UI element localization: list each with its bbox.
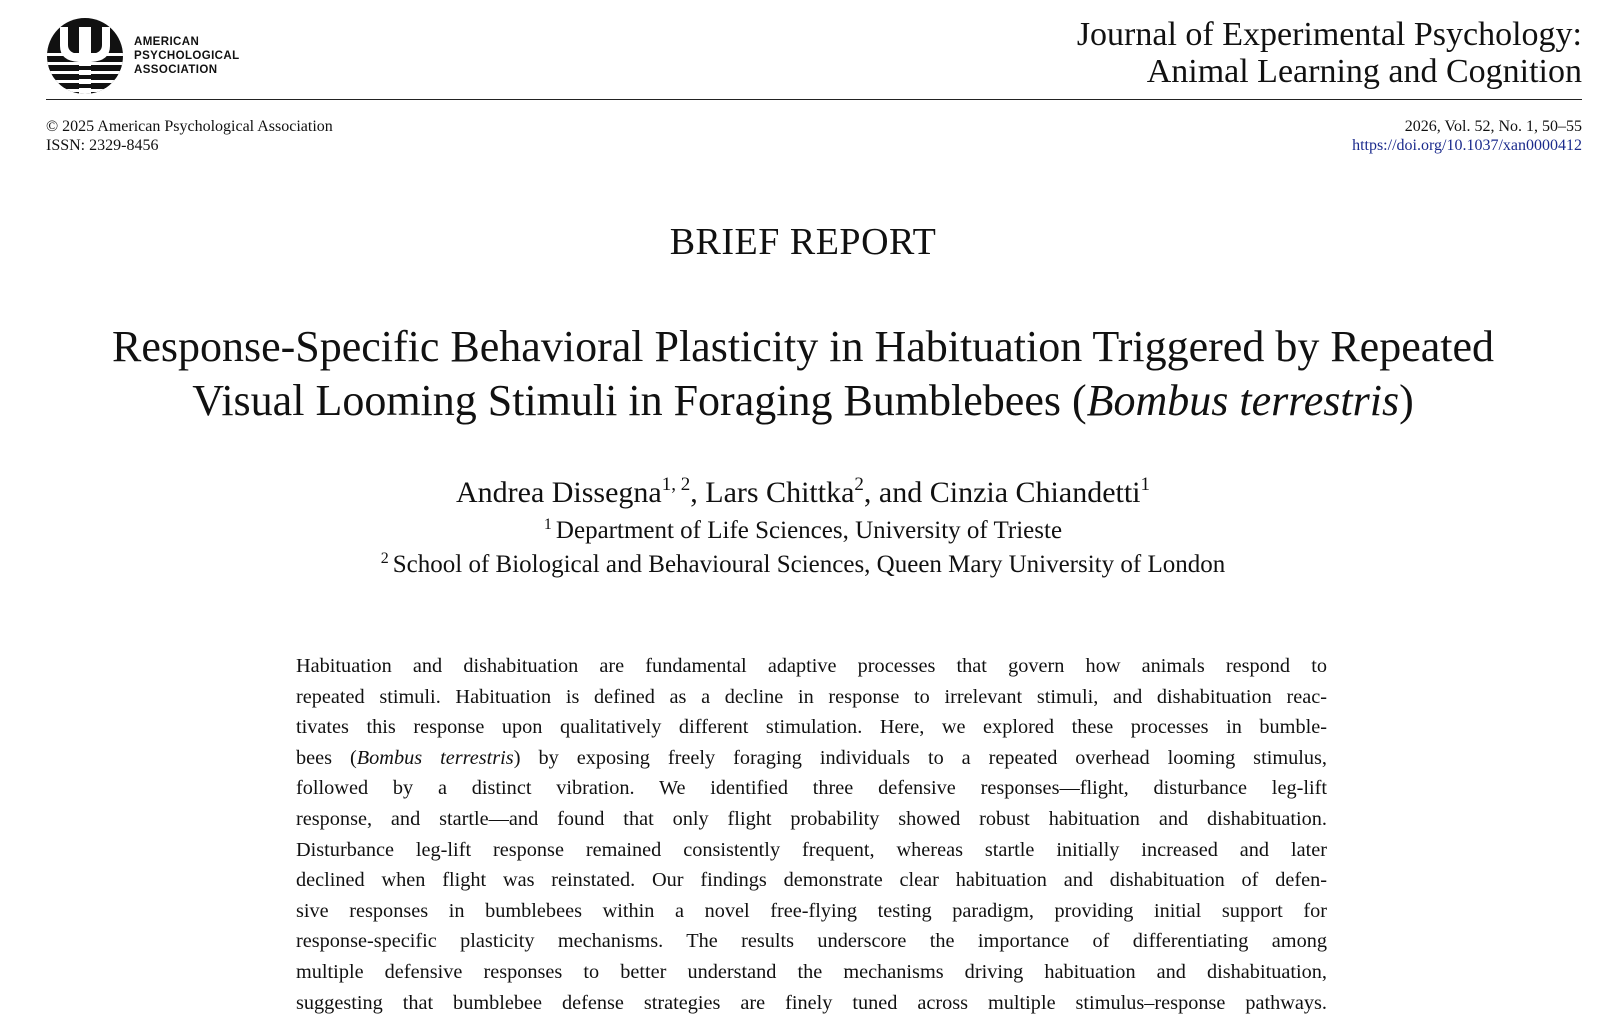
abstract-line: followed by a distinct vibration. We identified three defensive responses—flight, disturbance leg-lift — [296, 777, 1327, 800]
abstract-line: response, and startle—and found that only flight probability showed robust habituation and dishabituation. — [296, 807, 1327, 830]
citation-info: 2026, Vol. 52, No. 1, 50–55 — [1404, 118, 1582, 135]
author-affiliation-marker: 1 — [1140, 474, 1151, 495]
apa-logo-icon — [46, 17, 124, 95]
journal-title-line: Journal of Experimental Psychology: — [1076, 16, 1582, 53]
author-name: Andrea Dissegna — [455, 476, 662, 509]
author-affiliation-marker: 2 — [854, 474, 864, 495]
abstract-line — [296, 743, 1327, 774]
wordmark-line: ASSOCIATION — [134, 64, 218, 76]
author-separator: , — [690, 476, 706, 509]
article-title — [30, 320, 1576, 428]
article-type-label: BRIEF REPORT — [669, 221, 937, 263]
title-line — [30, 374, 1576, 428]
affiliation-text: Department of Life Sciences, University of Trieste — [555, 517, 1063, 544]
author-list — [0, 474, 1606, 512]
wordmark-line: PSYCHOLOGICAL — [134, 50, 240, 62]
abstract-line: multiple defensive responses to better understand the mechanisms driving habituation and dishabituation, — [296, 960, 1327, 983]
species-name: Bombus terrestris — [356, 746, 514, 769]
abstract-line: tivates this response upon qualitatively different stimulation. Here, we explored these processes in bumble- — [296, 716, 1327, 739]
journal-title — [1077, 16, 1582, 90]
author-name: Lars Chittka — [705, 476, 855, 509]
abstract-line: declined when flight was reinstated. Our findings demonstrate clear habituation and dishabituation of defen- — [296, 869, 1327, 892]
affiliation — [0, 514, 1606, 548]
abstract-text: bees ( — [296, 746, 357, 769]
abstract — [296, 651, 1327, 1018]
affiliation-marker: 2 — [380, 550, 389, 567]
citation-block — [1352, 117, 1582, 155]
affiliation-list — [0, 514, 1606, 582]
abstract-line: sive responses in bumblebees within a novel free-flying testing paradigm, providing initial support for — [296, 899, 1327, 922]
abstract-line: Habituation and dishabituation are fundamental adaptive processes that govern how animals respond to — [296, 655, 1327, 677]
abstract-line: response-specific plasticity mechanisms. The results underscore the importance of differentiating among — [296, 930, 1327, 953]
abstract-line: Disturbance leg-lift response remained consistently frequent, whereas startle initially increased and later — [296, 838, 1327, 861]
affiliation-text: School of Biological and Behavioural Sciences, Queen Mary University of London — [392, 551, 1226, 578]
copyright-block — [46, 117, 333, 155]
author-name: Cinzia Chiandetti — [929, 476, 1141, 509]
wordmark-line: AMERICAN — [134, 36, 200, 48]
publisher-wordmark — [134, 35, 240, 77]
header-divider — [46, 99, 1582, 100]
doi-link[interactable]: https://doi.org/10.1037/xan0000412 — [1352, 137, 1582, 154]
abstract-text: ) by exposing freely foraging individuals to a repeated overhead looming stimulus, — [513, 746, 1327, 769]
title-line: Response-Specific Behavioral Plasticity in Habituation Triggered by Repeated — [111, 322, 1495, 371]
abstract-line: suggesting that bumblebee defense strategies are finely tuned across multiple stimulus–response pathways. — [296, 991, 1327, 1014]
journal-header — [46, 12, 1582, 100]
author-separator: , and — [863, 476, 930, 509]
abstract-line: repeated stimuli. Habituation is defined as a decline in response to irrelevant stimuli, and dishabituation reac- — [296, 685, 1327, 708]
affiliation-marker: 1 — [543, 516, 552, 533]
issn: ISSN: 2329-8456 — [46, 137, 159, 154]
author-affiliation-marker: 1, 2 — [661, 474, 691, 495]
affiliation — [0, 548, 1606, 582]
publisher-logo — [46, 17, 240, 95]
journal-title-line: Animal Learning and Cognition — [1146, 53, 1582, 90]
title-text: ) — [1399, 376, 1414, 425]
copyright-notice: © 2025 American Psychological Association — [46, 118, 333, 135]
title-text: Visual Looming Stimuli in Foraging Bumblebees ( — [192, 376, 1087, 425]
species-name: Bombus terrestris — [1086, 376, 1400, 425]
